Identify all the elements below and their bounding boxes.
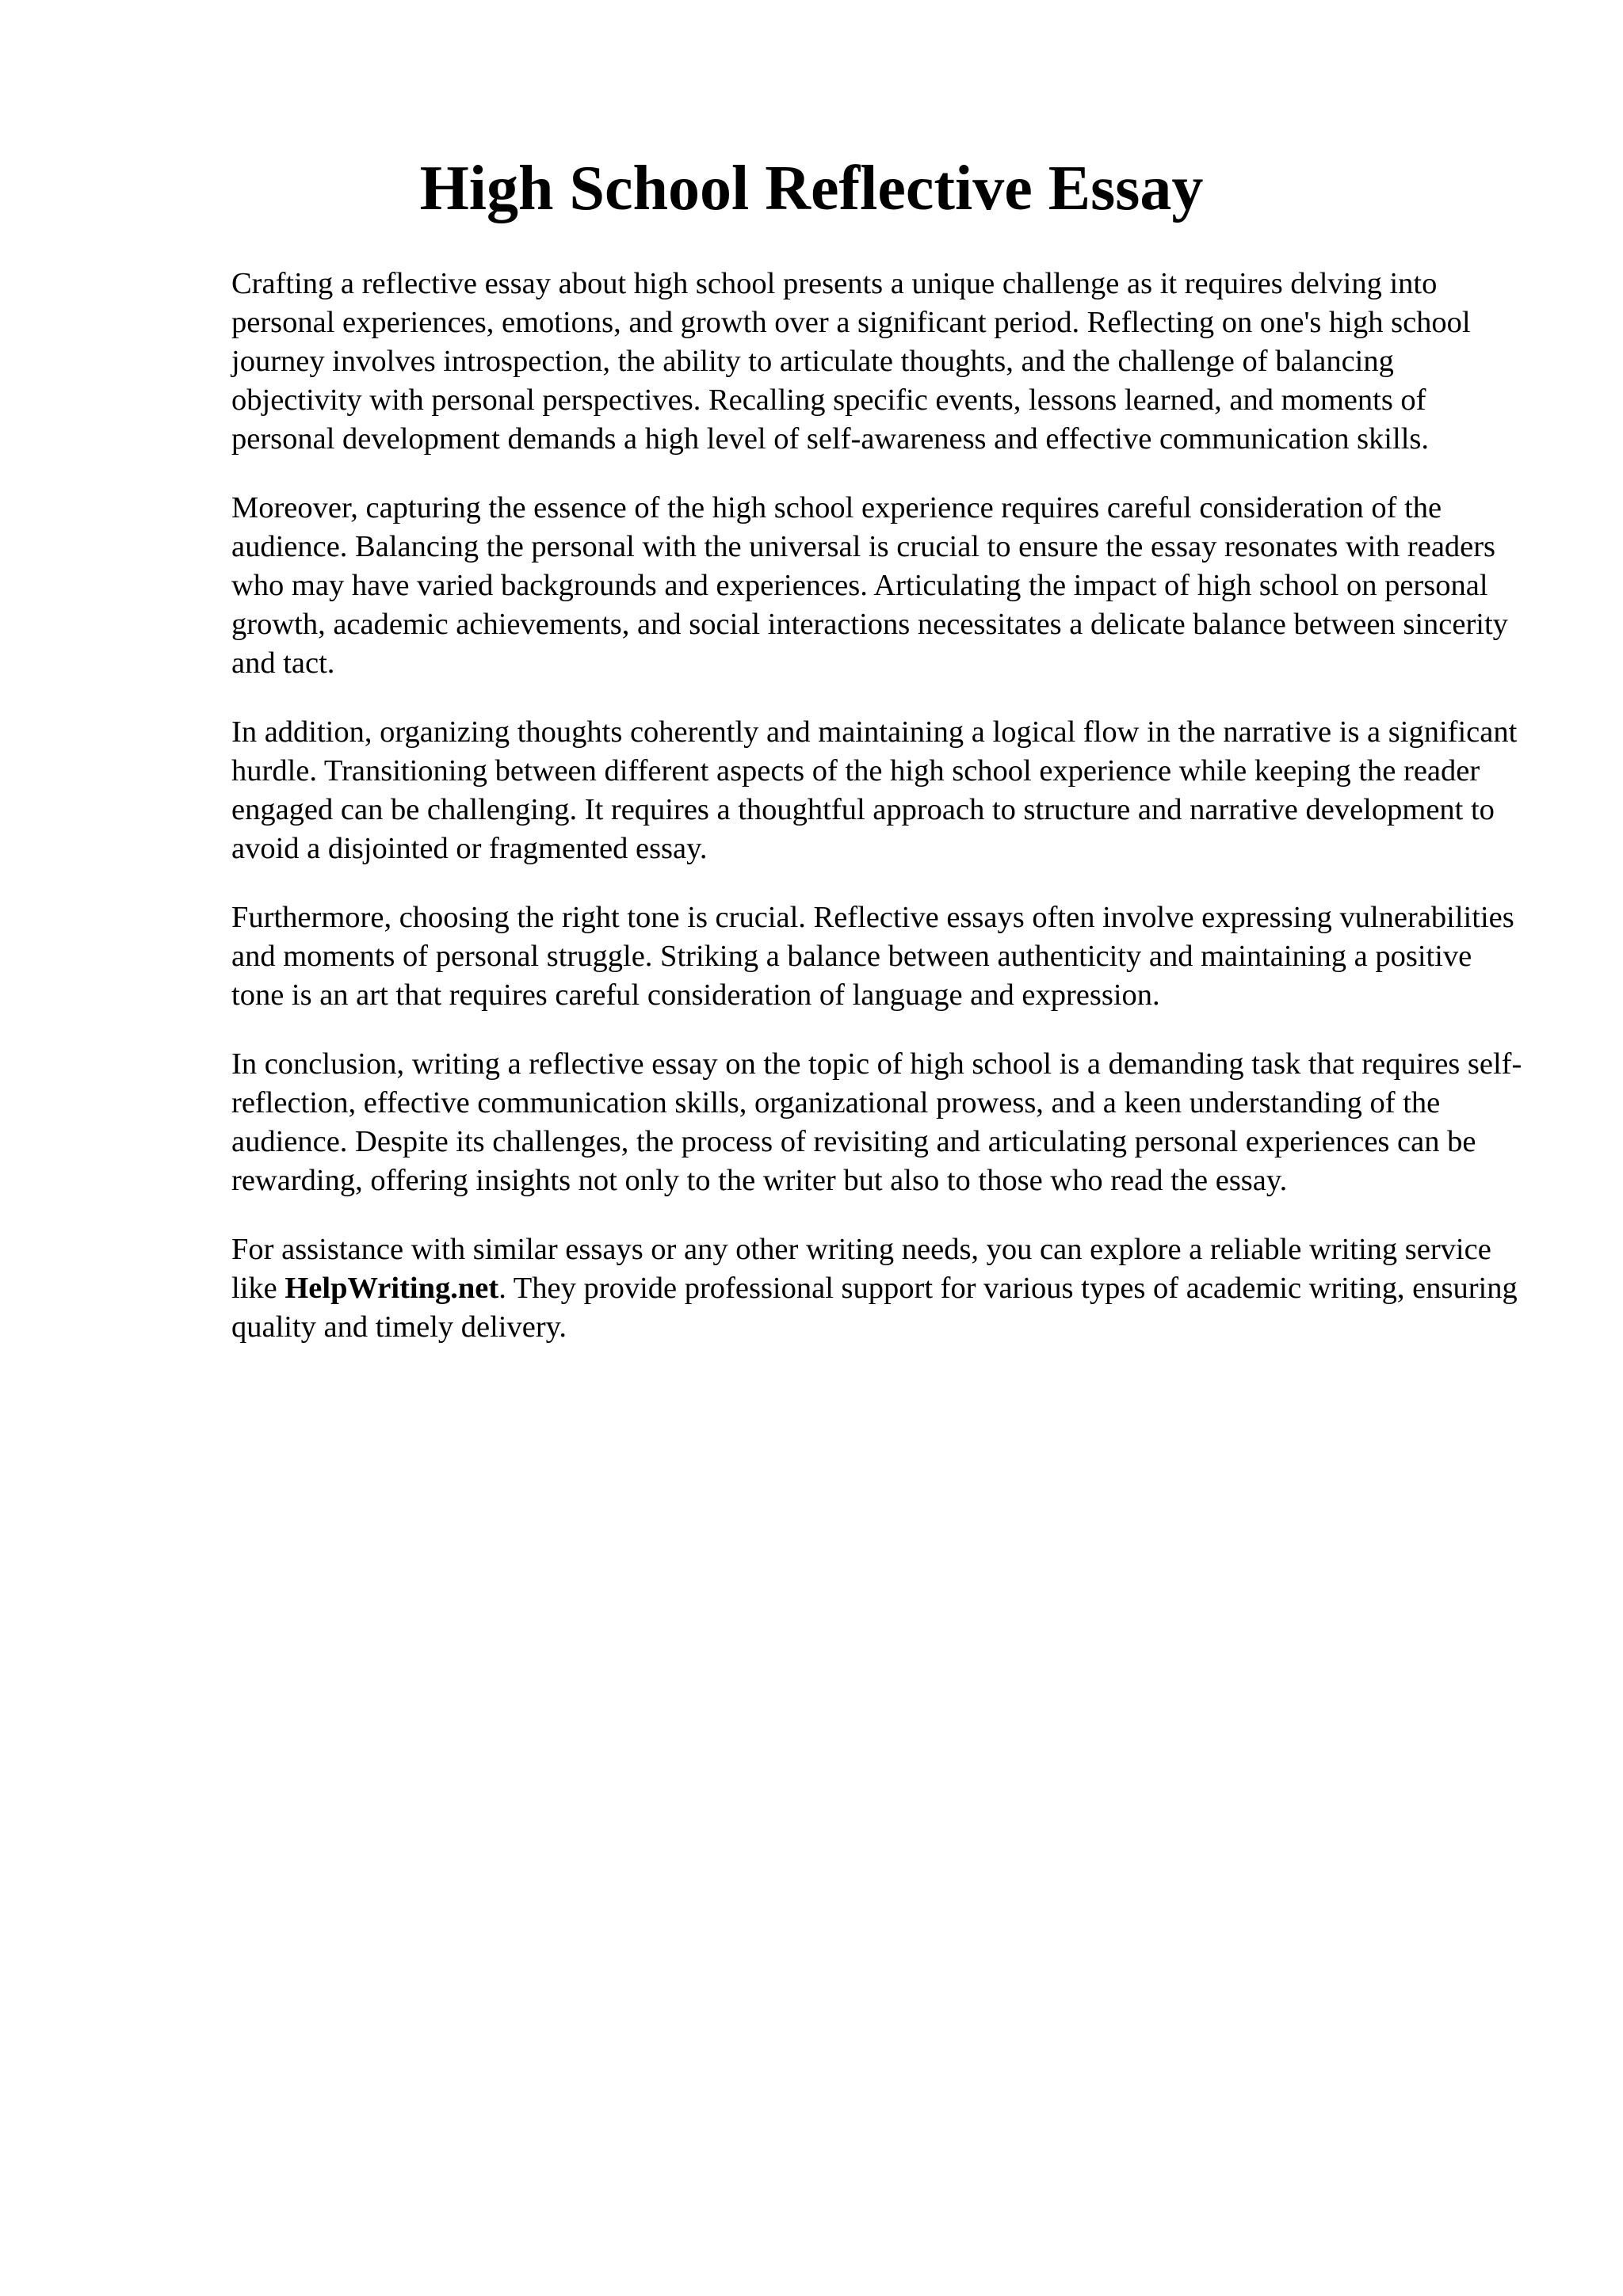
paragraph-2: Moreover, capturing the essence of the high school experience requires careful consideration of the audience. Balancing the personal with the universal is crucial to ensure the essay resonates with readers who may have varied backgrounds and experiences. Articulating the impact of high school on personal growth, academic achievements, and social interactions necessitates a delicate balance between sincerity and tact.: [231, 491, 1508, 680]
helpwriting-brand-link[interactable]: HelpWriting.net: [285, 1272, 499, 1305]
closing-text-before: For assistance with similar essays or any other writing needs, you can explore a reliable writing service like: [231, 1233, 1491, 1305]
paragraph-1: Crafting a reflective essay about high school presents a unique challenge as it requires delving into personal experiences, emotions, and growth over a significant period. Reflecting on one's high school journey involves introspection, the ability to articulate thoughts, and the challenge of balancing objectivity with personal perspectives. Recalling specific events, lessons learned, and moments of personal development demands a high level of self-awareness and effective communication skills.: [231, 267, 1471, 456]
paragraph-3: In addition, organizing thoughts coherently and maintaining a logical flow in the narrative is a significant hurdle. Transitioning between different aspects of the high school experience while keeping the reader engaged can be challenging. It requires a thoughtful approach to structure and narrative development to avoid a disjointed or fragmented essay.: [231, 715, 1518, 865]
closing-text-after: . They provide professional support for various types of academic writing, ensuring quality and timely delivery.: [231, 1272, 1518, 1344]
essay-body: [231, 265, 1531, 1377]
paragraph-5: In conclusion, writing a reflective essay on the topic of high school is a demanding task that requires self-reflection, effective communication skills, organizational prowess, and a keen understanding of the audience. Despite its challenges, the process of revisiting and articulating personal experiences can be rewarding, offering insights not only to the writer but also to those who read the essay.: [231, 1047, 1522, 1197]
page-title: High School Reflective Essay: [419, 154, 1204, 223]
paragraph-4: Furthermore, choosing the right tone is crucial. Reflective essays often involve expressing vulnerabilities and moments of personal struggle. Striking a balance between authenticity and maintaining a positive tone is an art that requires careful consideration of language and expression.: [231, 901, 1514, 1012]
closing-paragraph: [231, 1230, 1531, 1347]
